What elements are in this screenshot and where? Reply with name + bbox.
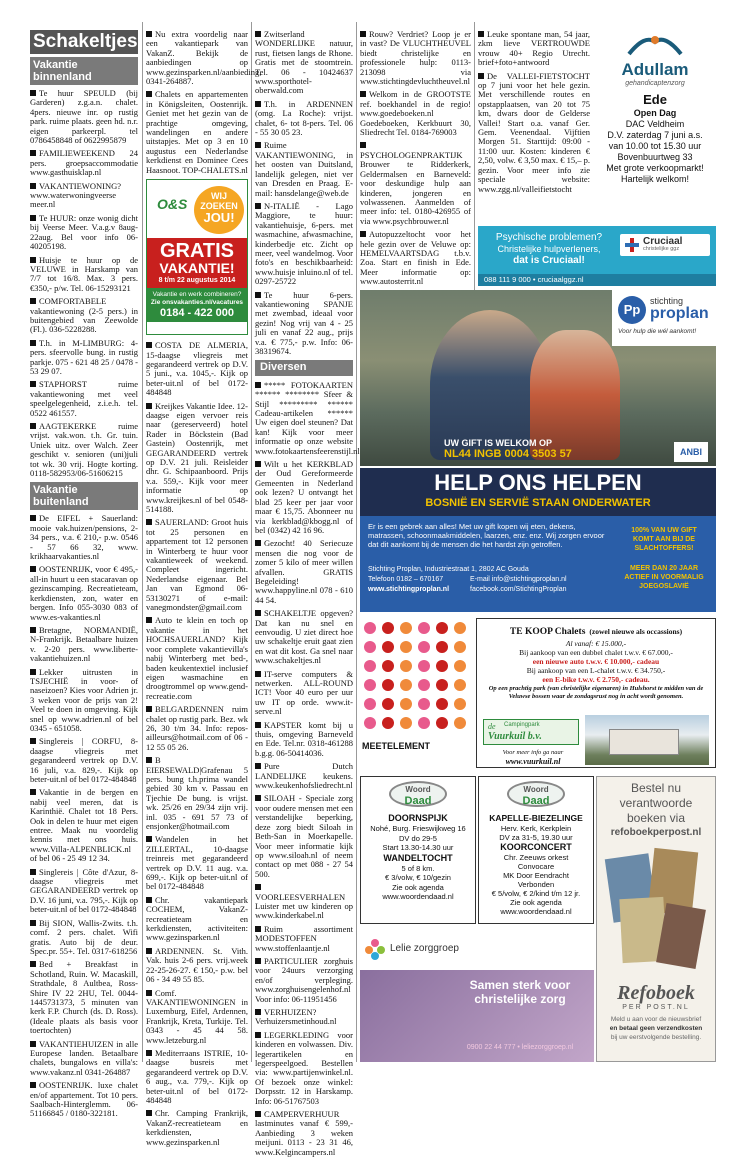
bullet-square-icon	[146, 31, 152, 37]
color-dot	[418, 717, 430, 729]
color-dot	[400, 679, 412, 691]
classified-ad: Zwitserland WONDERLIJKE natuur, rust, fietsen langs de Rhone. Gratis met de stoomtrein. Tel. 06 - 10424637 www.sporthotel-oberwald.com	[255, 29, 353, 96]
bullet-square-icon	[30, 150, 36, 156]
ad-list	[255, 30, 353, 356]
book-stack-image	[601, 846, 711, 976]
color-dot	[418, 679, 430, 691]
bullet-square-icon	[30, 669, 36, 675]
lelie-logo-icon	[364, 938, 386, 960]
bullet-square-icon	[30, 515, 36, 521]
color-dot	[418, 698, 430, 710]
color-dot	[436, 660, 448, 672]
woord-daad-kapelle-ad[interactable]: Woord Daad KAPELLE-BIEZELINGE Herv. Kerk, Kerkplein DV za 31-5, 19.30 uur KOORCONCERT Chr. Zeeuws orkest Convocare MK Door Eendracht Verbonden € 5/volw, € 2/kind t/m 12 jr. Zie ook agenda www.woordendaad.nl	[478, 776, 594, 924]
bullet-square-icon	[30, 1082, 36, 1088]
adullam-logo-icon	[625, 32, 685, 56]
ad-list	[146, 29, 262, 175]
classified-ad: Comf. VAKANTIEWONINGEN in Luxemburg, Eifel, Ardennen, Frankrijk, Kreta, Turkije. Tel. 0343 - 45 44 58. www.letzeburg.nl	[146, 987, 248, 1045]
color-dot	[364, 641, 376, 653]
adullam-ad[interactable]: Adullam gehandicaptenzorg Ede Open Dag DAC Veldheim D.V. zaterdag 7 juni a.s. van 10.00 tot 15.30 uur Bovenbuurtweg 33 Met grote verkoopmarkt! Hartelijk welkom!	[594, 30, 716, 190]
classified-ad: Chr. vakantiepark COCHEM, VakanZ-recreatieteam en kerkdiensten, activiteiten: www.gezinsparken.nl	[146, 894, 248, 943]
cruciaal-logo-icon	[624, 237, 640, 253]
color-dot	[436, 698, 448, 710]
bullet-square-icon	[255, 1009, 261, 1015]
bullet-square-icon	[146, 836, 152, 842]
column-divider	[474, 22, 475, 292]
classified-ad: Lekker uitrusten in TSJECHIË in voor- of naseizoen? Kies voor Adrien jr. 3 weken voor de prijs van 2! Veel te doen in omgeving. Kijk snel op www.adrien.nl of bel 0345 - 651058.	[30, 666, 138, 733]
bullet-square-icon	[30, 1041, 36, 1047]
classified-ad: Wilt u het KERKBLAD der Oud Gereformeerde Gemeenten in Nederland ook lezen? U ontvangt het blad 25 keer per jaar voor maar € 15,75. Abonneer nu via kerkblad@kbogg.nl of bel (0342) 42 16 96.	[255, 459, 353, 535]
classified-ad: Wandelen in het ZILLERTAL, 10-daagse treinreis met gegarandeerd vertrek op D.V. 11 aug. v.a. 699,-. Kijk op beter-uit.nl of bel 0172-484848	[146, 834, 248, 892]
color-dot	[454, 717, 466, 729]
bullet-square-icon	[146, 757, 152, 763]
classified-ad: LEGERKLEDING voor kinderen en volwassen. Div. legerartikelen en legerspeelgoed. Bestellen via: www.partijenwinkel.nl. Of bezoek onze winkel: Dorpsstr. 12 in Harskamp. Info: 06-51767503	[255, 1029, 353, 1106]
bullet-square-icon	[255, 101, 261, 107]
color-dot	[454, 622, 466, 634]
column-divider	[356, 22, 357, 1062]
bullet-square-icon	[255, 610, 261, 616]
classified-ad: VAKANTIEHUIZEN in alle Europese landen. Betaalbare chalets, bungalows en villa's: www.vakanz.nl 0341-264887	[30, 1038, 138, 1077]
bullet-square-icon	[30, 869, 36, 875]
cruciaal-contact[interactable]: 088 111 9 000 • cruciaalggz.nl	[478, 274, 716, 286]
bullet-square-icon	[146, 91, 152, 97]
bullet-square-icon	[255, 292, 261, 298]
color-dot	[400, 641, 412, 653]
classified-ad: Bij SION, Wallis-Zwits. t.h. comf. 2 pers. chalet. Wifi gratis. Auto bij de deur. Spec.pr. 55+. Tel. 0317-618256	[30, 917, 138, 956]
bullet-square-icon	[478, 73, 484, 79]
bullet-square-icon	[255, 203, 261, 209]
bullet-square-icon	[255, 671, 261, 677]
classified-ad: Nu extra voordelig naar een vakantiepark van VakanZ. Bekijk de aanbiedingen op www.gezinsparken.nl/aanbieding, 0341-264887.	[146, 29, 262, 87]
chalet-photo	[585, 715, 709, 765]
color-dot	[454, 679, 466, 691]
classified-ad: Pure Dutch LANDELIJKE keukens. www.keukenhofsliedrecht.nl	[255, 761, 353, 791]
color-dot	[454, 660, 466, 672]
color-dot	[418, 641, 430, 653]
bullet-square-icon	[30, 215, 36, 221]
bullet-square-icon	[255, 926, 261, 932]
classified-ad: Leuke spontane man, 54 jaar, zkm lieve VERTROUWDE vrouw 40+ Regio Utrecht. brief+foto+antwoord	[478, 29, 590, 68]
color-dot	[418, 622, 430, 634]
classified-ad: Te huur SPEULD (bij Garderen) z.g.a.n. chalet. 4pers. nieuwe inr. op rustig park. ruime plaats. geen hd. n.r. eigen parkeerpl. tel 0786458848 of 0622995879	[30, 88, 138, 146]
classified-ad: B EIERSEWALD|Grafenau 5 pers. bung t.h.prima wandel gebied 30 km v. Passau en Tjechie De bung. is vrijst. wk. 25/26 en 29/34 zijn vrij. inl. 035 - 691 57 73 of ensjonker@hotmail.com	[146, 755, 248, 831]
bullet-square-icon	[30, 627, 36, 633]
color-dot	[400, 698, 412, 710]
refoboek-ad[interactable]: Bestel nu verantwoorde boeken via refoboekperpost.nl Refoboek PER POST.NL Meld u aan voor de nieuwsbrief en betaal geen verzendkosten bij uw eerstvolgende bestelling.	[596, 776, 716, 1062]
bullet-square-icon	[255, 958, 261, 964]
classified-ad: VAKANTIEWONING? www.waterwoningveerse meer.nl	[30, 180, 121, 210]
classified-ad: Autopuzzeltocht voor het hele gezin over de Veluwe op: HEMELVAARTSDAG t.b.v. Zoa. Start en finish in Ede. Meer informatie op: www.autosterrit.nl	[360, 229, 471, 287]
classified-ad: SCHAKELTJE opgeven? Dat kan nu snel en eenvoudig. U ziet direct hoe uw schakeltje eruit gaat zien en wat dit kost. Ga snel naar www.schakeltjes.nl	[255, 608, 353, 666]
bullet-square-icon	[30, 566, 36, 572]
lelie-zorggroep-ad[interactable]: Lelie zorggroep Samen sterk voor christelijke zorg 0900 22 44 777 • leliezorggroep.nl	[360, 930, 594, 1062]
bullet-square-icon	[146, 706, 152, 712]
color-dot	[382, 717, 394, 729]
bullet-square-icon	[30, 738, 36, 744]
bullet-square-icon	[30, 423, 36, 429]
proplan-iban: NL44 INGB 0004 3503 57	[444, 448, 572, 460]
column-divider	[142, 22, 143, 1062]
classified-ad: Bretagne, NORMANDIË, N-Frankrijk. Betaalbare huizen v. 2-20 pers. www.liberte-vakantiehuizen.nl	[30, 624, 138, 664]
classified-ad: Ruim assortiment MODESTOFFEN www.stoffenlaantje.nl	[255, 923, 353, 953]
color-dot	[400, 622, 412, 634]
bullet-square-icon	[360, 91, 366, 97]
bullet-square-icon	[30, 961, 36, 967]
bullet-square-icon	[30, 183, 36, 189]
classified-ad: Mediterraans ISTRIE, 10-daagse busreis met gegarandeerd vertrek op D.V. 6 aug., v.a. 779,-. Kijk op beter-uit.nl of bel 0172-484848	[146, 1047, 248, 1105]
bullet-square-icon	[360, 31, 366, 37]
classified-ad: Te huur 6-pers. vakantiewoning SPANJE met zwembad, ideaal voor gezin! Nog vrij van 4 - 25 juli en vanaf 22 aug., prijs v.a. € 775,- p.w. Info: 06-38319674.	[255, 289, 353, 356]
meetelement-ad: MEETELEMENT	[360, 618, 472, 766]
bullet-square-icon	[30, 920, 36, 926]
ad-list	[255, 379, 360, 1157]
bullet-square-icon	[146, 519, 152, 525]
classified-ad: T.h. in M-LIMBURG: 4-pers. sfeervolle bung. in rustig parkje. 075 - 621 48 25 / 0478 - 53 29 07.	[30, 337, 138, 376]
color-dot	[382, 641, 394, 653]
section-diversen: Diversen	[255, 360, 353, 375]
bullet-square-icon	[255, 31, 261, 37]
classified-ad: OOSTENRIJK. luxe chalet en/of appartement. Tot 10 pers. Saalbach-Hinterglemm. 06-51166845 / 0180-322181.	[30, 1080, 138, 1119]
classified-ad: STAPHORST ruime vakantiewoning met veel speelgelegenheid, z.i.e.h. tel. 0522 461557.	[30, 379, 138, 418]
column-1	[30, 30, 138, 1119]
bullet-square-icon	[360, 142, 366, 148]
bullet-square-icon	[255, 1032, 261, 1038]
bullet-square-icon	[146, 1050, 152, 1056]
bullet-square-icon	[146, 897, 152, 903]
classified-ad: OOSTENRIJK, voor € 495,- all-in huurt u een stacaravan op gezinscamping. Recreatieteam, kerkdiensten, zon, water en bergen. Info 055-3030 083 of www.es-vakanties.nl	[30, 564, 138, 622]
color-dot	[400, 660, 412, 672]
bullet-square-icon	[30, 789, 36, 795]
color-dot	[364, 622, 376, 634]
color-dots-grid	[360, 618, 468, 736]
bullet-square-icon	[30, 90, 36, 96]
bullet-square-icon	[255, 540, 261, 546]
color-dot	[400, 717, 412, 729]
classified-ad: Rouw? Verdriet? Loop je er in vast? De VLUCHTHEUVEL biedt christelijke en professionele hulp: 0113-213098 via www.stichtingdevluchtheuvel.nl	[360, 29, 471, 87]
classified-ad: VOORLEESVERHALEN Luister met uw kinderen op www.kinderkabel.nl	[255, 883, 353, 921]
classified-ad: FAMILIEWEEKEND 24 pers. groepsaccommodatie www.gasthuisklap.nl	[30, 148, 138, 178]
vuurkuil-ad[interactable]: TE KOOP Chalets (zowel nieuwe als occassions) Al vanaf: € 15.000,- Bij aankoop van een dubbel chalet t.w.v. € 67.000,- een nieuwe auto t.w.v. € 10.000,- cadeau Bij aankoop van een L-chalet t.w.v. € 34.750,- een E-bike t.w.v. € 2.750,- cadeau. Op een prachtig park (van christelijke eigenaren) in Hulshorst te midden van de Veluwse bossen waar de zondagsrust nog in acht wordt genomen. de Campingpark Vuurkuil b.v. Voor meer info ga naar www.vuurkuil.nl	[476, 618, 716, 768]
classified-ad: Te HUUR: onze wonig dicht bij Veerse Meer. V.a.g.v 8aug-22aug. Bel voor info 06-40205198.	[30, 212, 138, 252]
classified-ad: SAUERLAND: Groot huis tot 25 personen en appartement tot 12 personen in Winterberg te huur voor vakantieweek of weekend. Compleet ingericht. Nederlandse eigenaar. Bel Jan van Egmond 06-53130271 of e-mail: vanegmondster@gmail.com	[146, 517, 248, 613]
gratis-headline: GRATIS	[159, 240, 235, 263]
color-dot	[436, 717, 448, 729]
proplan-info: Er is een gebrek aan alles! Met uw gift kopen wij eten, dekens, matrassen, schoonmaakmiddelen, laarzen, enz. enz. Wij zorgen ervoor dat dit aankomt bij de mensen die het hardst zijn getroffen. Stichting Proplan, Industriestraat 1, 2802 AC Gouda Telefoon 0182 – 670167 E-mail info@stichtingproplan.nl www.stichtingproplan.nl facebook.com/StichtingProplan 100% VAN UW GIFT KOMT AAN BIJ DE SLACHTOFFERS! MEER DAN 20 JAAR ACTIEF IN VOORMALIG JOEGOSLAVIË	[360, 516, 716, 612]
bullet-square-icon	[30, 381, 36, 387]
ad-list	[478, 30, 590, 194]
color-dot	[382, 698, 394, 710]
classified-ad: ARDENNEN. St. Vith. Vak. huis 2-6 pers. vrij.week 22-25-26-27. € 150,- p.w. bel 06 - 34 49 55 85.	[146, 945, 248, 985]
color-dot	[382, 660, 394, 672]
classified-ad: N-ITALIË - Lago Maggiore, te huur: vakantiehuisje, 6-pers. met wasmachine, afwasmachine, kinderbedje etc. Zicht op meer, veel wandelmog. Voor foto's en beschikbaarheid: www.huisje inluino.nl of tel. 0297-25722	[255, 200, 353, 287]
bullet-square-icon	[146, 990, 152, 996]
classified-ad: BELGARDENNEN ruim chalet op rustig park. Bez. wk 26, 30 t/m 34. Info: repos-ailleurs@hotmail.com of 06 - 12 55 05 26.	[146, 704, 248, 752]
color-dot	[436, 641, 448, 653]
classified-ad: Welkom in de GROOTSTE ref. boekhandel in de regio! www.goedeboeken.nl Goedeboeken, Kerkbuurt 30, Sliedrecht Tel. 0184-769003	[360, 89, 471, 138]
color-dot	[364, 679, 376, 691]
classified-ad: Bed + Breakfast in Schotland, Ruin. W. Macaskill, Strathdale, 8 Aultbea, Ross-Shire IV 22 2HU, Tel. 0044-1445731373, 5 minuten van kerk F.P. Church (ds. D. Ross). (Ideale plaats als basis voor toertochten)	[30, 959, 138, 1036]
bullet-square-icon	[30, 340, 36, 346]
proplan-ad[interactable]: Pp stichting proplan Voor hulp die wél aankomt! UW GIFT IS WELKOM OP NL44 INGB 0004 3503 57 ANBI HELP ONS HELPEN BOSNIË EN SERVIË STAAN ONDERWATER Er is een gebrek aan alles! Met uw gift kopen wij eten, dekens, matrassen, schoonmaakmiddelen, laarzen, enz. enz. Wij zorgen ervoor dat dit aankomt bij de mensen die het hardst zijn getroffen. Stichting Proplan, Industriestraat 1, 2802 AC Gouda Telefoon 0182 – 670167 E-mail info@stichtingproplan.nl www.stichtingproplan.nl facebook.com/StichtingProplan 100% VAN UW GIFT KOMT AAN BIJ DE SLACHTOFFERS! MEER DAN 20 JAAR ACTIEF IN VOORMALIG JOEGOSLAVIË	[360, 290, 716, 612]
bullet-square-icon	[146, 1110, 152, 1116]
page-title: Schakeltjes	[30, 30, 138, 54]
bullet-square-icon	[146, 617, 152, 623]
bullet-square-icon	[30, 298, 36, 304]
classified-ad: Gezocht! 40 Seriecuze mensen die nog voor de zomer 5 kilo of meer willen afvallen. GRATIS Begeleiding! www.happyline.nl 078 - 610 44 54.	[255, 538, 353, 605]
classified-ad: CAMPERVERHUUR lastminutes vanaf € 599,-Aanbieding 3 weken meijuni. 0113 - 23 31 46, www.Kelgincampers.nl	[255, 1109, 353, 1157]
bullet-square-icon	[255, 382, 261, 388]
classified-ad: PARTICULIER zorghuis voor 24uurs verzorging en/of verpleging. www.zorghuisengelenhof.nl Voor info: 06-11951456	[255, 955, 353, 1004]
bullet-square-icon	[255, 763, 261, 769]
bullet-square-icon	[255, 142, 261, 148]
starburst-badge: WIJ ZOEKEN JOU!	[194, 186, 244, 234]
anbi-badge: ANBI	[674, 442, 708, 462]
bullet-square-icon	[255, 795, 261, 801]
classified-ad: SILOAH - Speciale zorg voor oudere mensen met een verstandelijke beperking, deze zorg biedt Siloah in Beth-San in Moerkapelle. Voor meer informatie kijk op www.siloah.nl of neem contact op met 088 - 27 54 500.	[255, 793, 353, 879]
column-3	[255, 29, 360, 1157]
os-vacancy-ad[interactable]: O&S WIJ ZOEKEN JOU! GRATIS VAKANTIE! 8 t/m 22 augustus 2014 Vakantie en werk combineren? Zie onsvakanties.nl/vacatures 0184 - 422 000	[146, 179, 248, 335]
bullet-square-icon	[478, 31, 484, 37]
color-dot	[418, 660, 430, 672]
column-divider	[251, 22, 252, 1062]
classified-ad: COMFORTABELE vakantiewoning (2-5 pers.) in buitengebied van Zeewolde (Fl.). 036-5228288.	[30, 296, 138, 335]
classified-ad: VERHUIZEN? Verhuizersmetinhoud.nl	[255, 1007, 337, 1027]
bullet-square-icon	[146, 403, 152, 409]
bullet-square-icon	[255, 884, 261, 890]
bullet-square-icon	[30, 257, 36, 263]
classified-ad: COSTA DE ALMERIA, 15-daagse vliegreis met gegarandeerd vertrek op D.V. 5 juni., v.a. 1045,-. Kijk op beter-uit.nl of bel 0172-484848	[146, 340, 248, 398]
color-dot	[436, 622, 448, 634]
color-dot	[454, 641, 466, 653]
bullet-square-icon	[146, 948, 152, 954]
color-dot	[364, 660, 376, 672]
classified-ad: Chalets en appartementen in Königsleiten, Oostenrijk. Geniet met het gezin van de prachtige omgeving, wandelingen en andere uitstapjes. Met op 3 en 10 augustus een Nederlandse kerkdienst en Dominee Cees Haasnoot. TOP-CHALETS.nl	[146, 89, 248, 175]
ad-list	[30, 514, 138, 1118]
classified-ad: ***** FOTOKAARTEN ****** ******** Sfeer & Stijl ********* ****** Cadeau-artikelen ****** Uw eigen doel steunen? Dat kan! Kijk voor meer informatie op onze website www.fotokaartensfeerenstijl.nl	[255, 379, 360, 456]
classified-ad: Singlereis | Côte d'Azur, 8-daagse vliegreis met GEGARANDEERD vertrek op D.V. 16 juni, v.a. 795,-. Kijk op beter-uit.nl of bel 0172-484848	[30, 866, 138, 915]
color-dot	[364, 698, 376, 710]
classified-ad: IT-serve computers & netwerken. ALL-ROUND ICT! Voor 40 euro per uur uw IT op orde. www.it-serve.nl	[255, 668, 353, 717]
ad-list	[360, 30, 471, 287]
os-phone: 0184 - 422 000	[159, 307, 234, 320]
ad-list	[30, 89, 138, 478]
classified-ad: T.h. in ARDENNEN (omg. La Roche): vrijst. chalet, 6- tot 8-pers. Tel. 06 - 55 30 05 23.	[255, 98, 353, 138]
classified-ad: De EIFEL + Sauerland: mooie vak.huizen/pensions, 2-34 pers., v.a. € 210,- p.w. 0546 - 57 66 32, www. krikhaarvakanties.nl	[30, 513, 138, 562]
color-dot	[436, 679, 448, 691]
cruciaal-ad[interactable]: Psychische problemen? Christelijke hulpverleners, dat is Cruciaal! Cruciaal christelijke ggz	[478, 226, 716, 274]
classified-ad: Chr. Camping Frankrijk, VakanZ-recreatieteam en kerkdiensten, www.gezinsparken.nl	[146, 1108, 248, 1147]
color-dot	[364, 717, 376, 729]
woord-daad-doornspijk-ad[interactable]: Woord Daad DOORNSPIJK Nohé, Burg. Frieswijkweg 16 DV do 29-5 Start 13.30-14.30 uur WANDELTOCHT 5 of 8 km. € 3/volw, € 10/gezin Zie ook agenda www.woordendaad.nl	[360, 776, 476, 924]
section-vakantie-binnenland: Vakantie binnenland	[30, 57, 138, 85]
color-dot	[382, 622, 394, 634]
classified-ad: Kreijkes Vakantie Idee. 12-daagse eigen vervoer reis naar (gereserveerd) hotel Rader in Böckstein (Bad Gastein) Oostenrijk, met GEGARANDEERD vertrek op D.V. 21 juli. Reisleider dhr. G. Schipaanboord. Prijs v.a. 559,-. Kijk voor meer informatie op www.kreijkes.nl of bel 0548-514188.	[146, 400, 248, 514]
classified-ad: PSYCHOLOGENPRAKTIJK Brouwer te Ridderkerk, Geldermalsen en Barneveld: voor deskundige hulp aan kinderen, jongeren en volwassenen. Aanmelden of meer info: tel. 0180-426955 of via www.psychbrouwer.nl	[360, 141, 471, 226]
classified-ad: KAPSTER komt bij u thuis, omgeving Barneveld en Ede. Tel.nr. 0318-461288 b.g.g. 06-50414036.	[255, 719, 353, 758]
column-4	[360, 29, 471, 287]
section-vakantie-buitenland: Vakantie buitenland	[30, 482, 138, 510]
bullet-square-icon	[255, 461, 261, 467]
bullet-square-icon	[360, 231, 366, 237]
color-dot	[382, 679, 394, 691]
bullet-square-icon	[255, 722, 261, 728]
classified-ad: Huisje te huur op de VELUWE in Harskamp van 7/7 tot 16/8. Max. 3 pers. €350,- p/w. Tel. 06-15293121	[30, 254, 138, 293]
bullet-square-icon	[255, 1111, 261, 1117]
column-2	[146, 29, 262, 1147]
classified-ad: AAGTEKERKE ruime vrijst. vak.won. t.h. Gr. tuin. Uniek uitz. over Walch. Zeer geschikt v. senioren (uni)juli tot wk. 30 vrij. Hogte korting. 0118-582953/06-51606215	[30, 421, 138, 479]
bullet-square-icon	[146, 342, 152, 348]
color-dot	[454, 698, 466, 710]
classified-ad: Vakantie in de bergen en nabij veel meren, dat is Karinthië. Chalet tot 18 Pers. Ook in delen te huur met eigen entree. Maak nu voordelig kennis met ons huis. www.Villa-ALPENBLICK.nl of bel 06 - 25 49 12 34.	[30, 787, 138, 864]
os-logo: O&S	[157, 196, 188, 213]
ad-list	[146, 341, 248, 1147]
classified-ad: De VALLEI-FIETSTOCHT op 7 juni voor het hele gezin. Met verschillende routes en opstapplaatsen, van 20 tot 75 km, dwars door de Gelderse Vallei! Start o.a. vanaf Ger. Gem. Veenendaal. Vijftien Morgen 51. Starttijd: 09:00 - 11:00 uur. Kosten: kinderen € 2,50, volw. € 3,50 max. € 15,– p. gezin. Voor meer info zie speciale website: www.zgg.nl/valleifietstocht	[478, 70, 590, 194]
classified-ad: Auto te klein en toch op vakantie in het HOCHSAUERLAND? Kijk voor complete vakantievilla's nabij Winterberg met bed-, baden keukentextiel inclusief eigen wasmachine en droogtrommel op www.gend-recreatie.com	[146, 615, 248, 701]
classified-ad: Singlereis | CORFU, 8-daagse vliegreis met gegarandeerd vertrek op D.V. 16 juli, v.a. 829,-. Kijk op beter-uit.nl of bel 0172-484848	[30, 736, 138, 784]
classified-ad: Ruime VAKANTIEWONING, in het oosten van Duitsland, landelijk gelegen, niet ver van Dresden en Praag. E-mail: hansdelange@web.de	[255, 140, 353, 198]
proplan-banner: HELP ONS HELPEN BOSNIË EN SERVIË STAAN ONDERWATER	[360, 468, 716, 516]
